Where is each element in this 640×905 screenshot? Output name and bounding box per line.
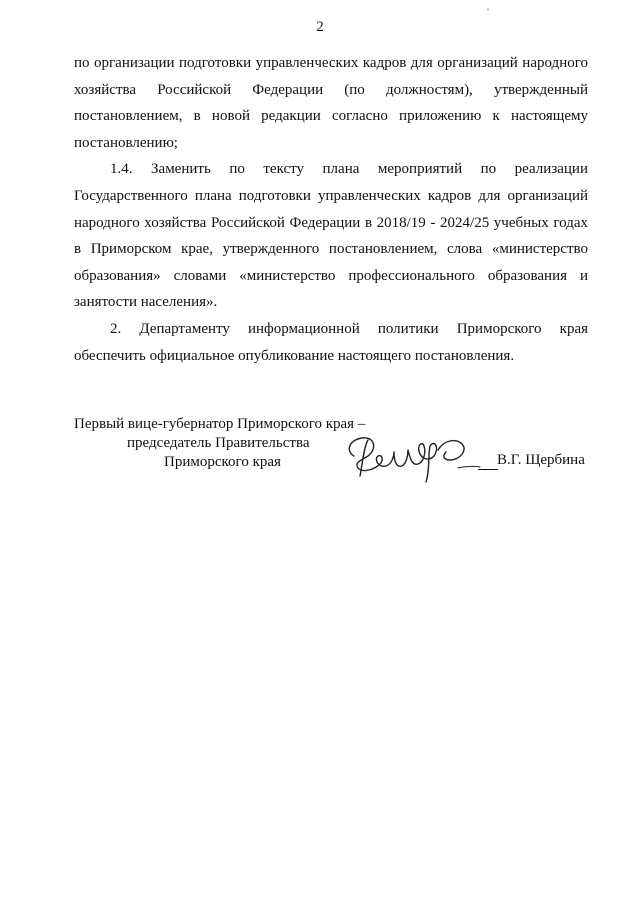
paragraph-item-1-4: 1.4. Заменить по тексту плана мероприятий по реализации Государственного плана подготовки управленческих кадров для организаций народного хозяйства Российской Федерации в 2018/19 - 2024/25 учебных годах в Приморском крае, утвержденного постановлением, слова «министерство образования» словами «министерство профессионального образования и занятости населения». <box>74 161 588 311</box>
signature-underline <box>478 469 498 470</box>
paragraph-item-2: 2. Департаменту информационной политики Приморского края обеспечить официальное опубликование настоящего постановления. <box>74 320 588 364</box>
signatory-title-line-1: Первый вице-губернатор Приморского края – <box>74 416 366 432</box>
scan-mark <box>487 9 489 10</box>
paragraph-continuation: по организации подготовки управленческих кадров для организаций народного хозяйства Российской Федерации (по должностям), утвержденный постановлением, в новой редакции согласно приложению к настоящему постановлению; <box>74 55 588 151</box>
page-number: 2 <box>316 19 324 35</box>
document-body <box>74 50 588 369</box>
signatory-title-line-2: председатель Правительства <box>127 435 310 451</box>
signatory-title-line-3: Приморского края <box>164 454 281 470</box>
handwritten-signature <box>340 426 490 490</box>
signatory-name: В.Г. Щербина <box>497 452 585 468</box>
